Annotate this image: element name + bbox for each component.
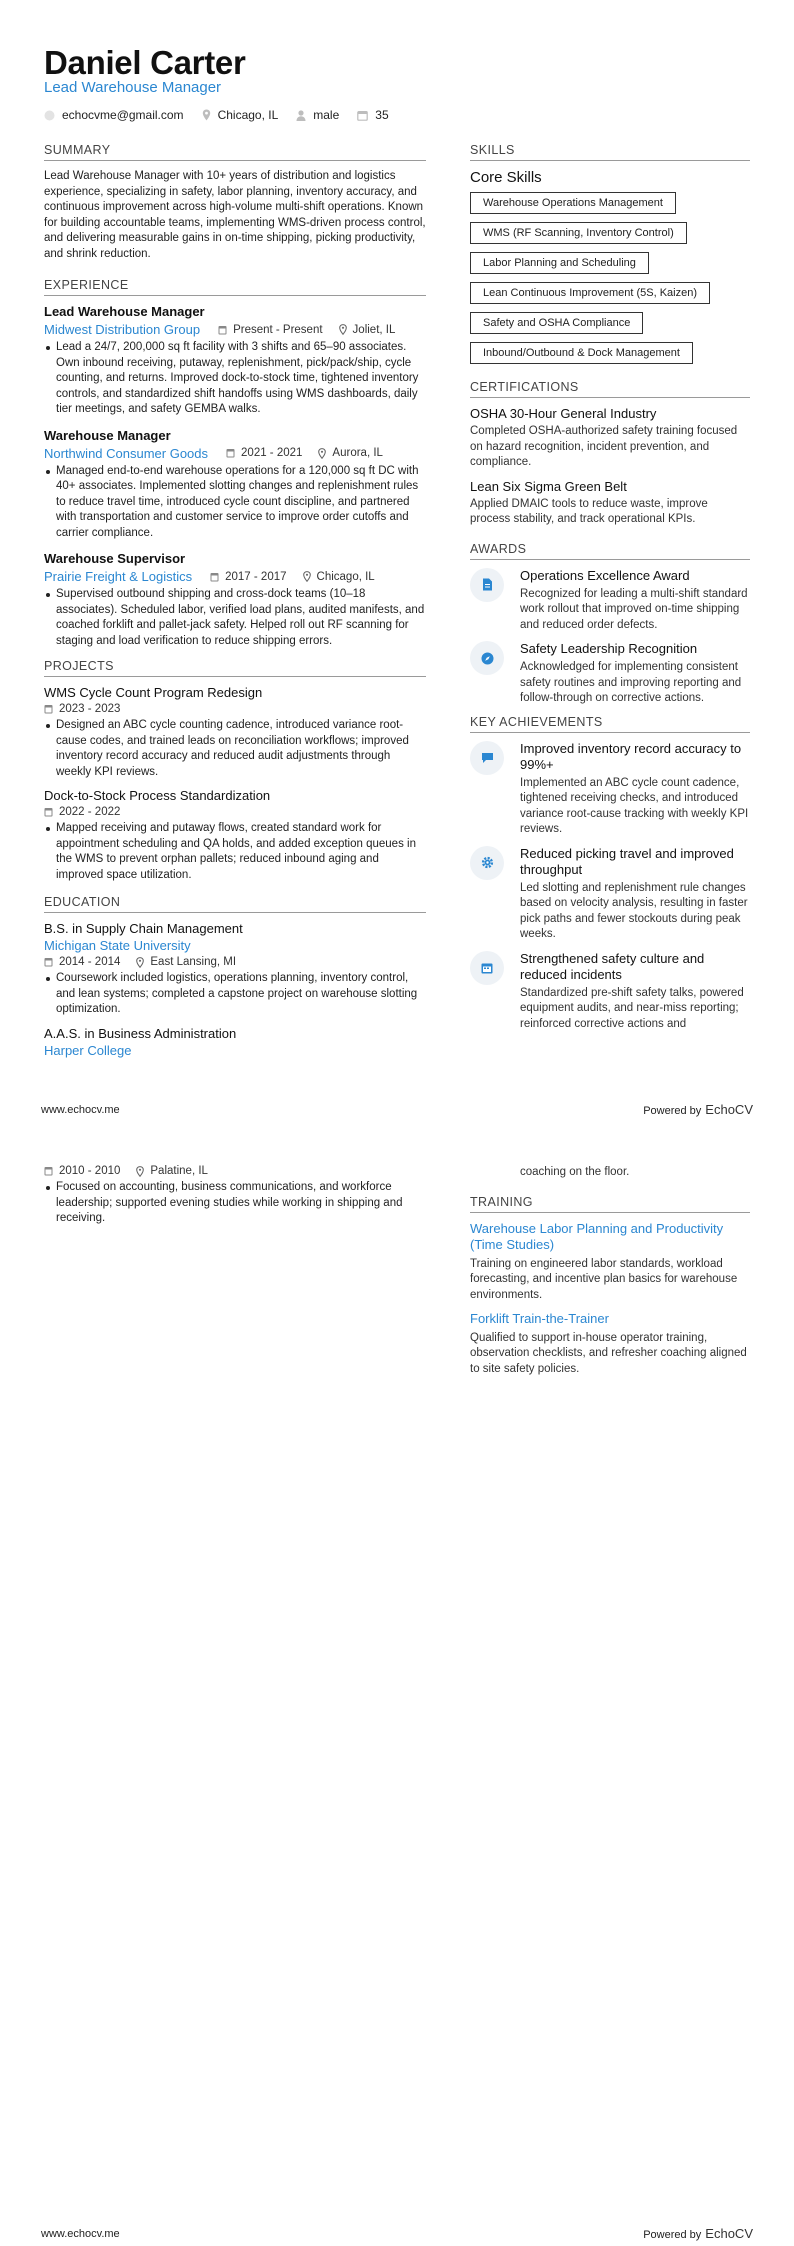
resume-page-2 [0,1123,794,2246]
achievement-text-continued: coaching on the floor. [520,1166,630,1178]
achievement-item [470,741,750,838]
achievement-icon-circle [470,846,504,880]
education-dates-text: 2014 - 2014 [59,956,121,968]
award-text: Acknowledged for implementing consistent safety routines and improving reporting and follow-through on corrective actions. [520,661,742,704]
education-item [44,921,426,1018]
experience-heading: EXPERIENCE [44,278,426,296]
document-icon [482,578,493,591]
training-item [470,1221,750,1304]
award-title: Operations Excellence Award [520,567,690,583]
achievement-title: Strengthened safety culture and reduced incidents [520,950,705,982]
job-meta-line [44,446,426,461]
company-name: Northwind Consumer Goods [44,445,209,461]
location-pin-icon [136,1166,144,1177]
location-pin-icon [339,324,347,335]
education-dates [44,956,120,968]
award-body [520,641,750,707]
certification-title: Lean Six Sigma Green Belt [470,478,627,494]
education-bullet: Focused on accounting, business communications, and workforce leadership; supported evening studies while working in shipping and receiving. [56,1180,426,1227]
job-title: Lead Warehouse Manager [44,304,205,319]
project-bullets [44,718,426,780]
project-title: Dock-to-Stock Process Standardization [44,788,271,803]
award-text: Recognized for leading a multi-shift standard work rollout that improved on-time shipping and reduced order defects. [520,587,748,631]
calendar-icon [44,807,53,817]
contact-email[interactable] [44,108,184,122]
award-item [470,568,750,634]
candidate-name: Daniel Carter [44,44,246,81]
job-title: Warehouse Supervisor [44,551,186,566]
job-meta-line [44,322,426,337]
achievement-text: Standardized pre-shift safety talks, powered equipment audits, and near-miss reporting; reinforced corrective actions and [520,986,744,1030]
project-dates-text: 2023 - 2023 [59,703,121,715]
calendar-icon [218,325,227,335]
skills-section [470,143,750,372]
achievement-title: Reduced picking travel and improved throughput [520,845,734,877]
job-location-text: Joliet, IL [352,323,396,336]
achievement-body [520,741,750,838]
education-location [136,1165,208,1177]
skill-chip-list [470,192,750,372]
skill-chip: Warehouse Operations Management [470,192,676,214]
certifications-heading: CERTIFICATIONS [470,380,750,398]
footer-powered-by [643,1102,753,1117]
location-pin-icon [202,109,211,121]
project-dates-text: 2022 - 2022 [59,806,121,818]
education-bullet: Coursework included logistics, operations planning, inventory control, and lean systems; completed a capstone project on warehouse slotting optimization. [56,971,426,1018]
achievement-body [520,951,750,1033]
degree-title: A.A.S. in Business Administration [44,1025,237,1041]
project-title: WMS Cycle Count Program Redesign [44,685,263,700]
person-icon [296,110,306,121]
summary-text: Lead Warehouse Manager with 10+ years of distribution and logistics experience, specializing in safety, labor planning, inventory accuracy, and continuous improvement across high-volume multi-shift operations. Known for building accountable teams, implementing WMS-driven process control, and delivering measurable gains in on-time shipping, picking productivity, and shrink reduction. [44,170,426,260]
achievement-title: Improved inventory record accuracy to 99%+ [520,740,742,772]
calendar-icon [226,448,235,458]
powered-by-text: Powered by [643,2229,702,2241]
compass-icon [481,652,494,665]
skill-chip: Lean Continuous Improvement (5S, Kaizen) [470,282,710,304]
job-bullet: Managed end-to-end warehouse operations for a 120,000 sq ft DC with 40+ associates. Implemented slotting changes and replenishment rules to reduce travel time, introduced cycle count discipline, and partnered with transportation and customer service to improve order cutoffs and carrier compliance. [56,464,426,542]
contact-location [202,108,279,122]
email-icon [44,110,55,121]
calendar-icon [44,1166,53,1176]
footer-url[interactable]: www.echocv.me [41,1104,120,1116]
training-text: Training on engineered labor standards, workload forecasting, and incentive plan basics for warehouse environments. [470,1257,738,1301]
project-meta-line [44,806,426,818]
skill-chip: Labor Planning and Scheduling [470,252,649,274]
chat-bubble-icon [481,752,494,764]
achievements-heading: KEY ACHIEVEMENTS [470,715,750,733]
project-bullets [44,821,426,883]
job-dates-text: Present - Present [233,323,323,336]
left-column-continued [44,1165,426,1227]
training-text: Qualified to support in-house operator training, observation checklists, and refresher coaching aligned to site safety policies. [470,1331,747,1375]
certification-title: OSHA 30-Hour General Industry [470,406,657,421]
company-name: Midwest Distribution Group [44,322,201,337]
location-text: Chicago, IL [217,108,279,122]
job-location-text: Aurora, IL [332,447,383,459]
achievement-text: Implemented an ABC cycle count cadence, tightened receiving checks, and introduced variance root-cause tracking with weekly KPI reviews. [520,776,749,835]
job-dates-text: 2017 - 2017 [225,570,287,583]
award-icon-circle [470,568,504,602]
summary-section [44,143,426,262]
education-dates [44,1165,120,1177]
project-bullet: Mapped receiving and putaway flows, created standard work for appointment scheduling and QA holds, and added exception queues in the WMS to prevent orphan pallets; reduced inbound aging and improved space utilization. [56,821,426,883]
education-heading: EDUCATION [44,895,426,913]
location-pin-icon [318,448,326,459]
brand-name[interactable]: EchoCV [705,1102,753,1117]
achievement-icon-circle [470,951,504,985]
contact-gender [296,108,339,122]
certification-item [470,479,750,528]
job-bullet: Supervised outbound shipping and cross-dock teams (10–18 associates). Scheduled labor, verified load plans, audited manifests, and coached forklift and pallet-jack safety. Helped roll out RF scanning for staging and load verification to reduce shipping errors. [56,587,426,649]
right-column [470,143,750,1040]
job-dates-text: 2021 - 2021 [241,447,303,459]
training-item [470,1311,750,1377]
summary-heading: SUMMARY [44,143,426,161]
achievement-body [520,846,750,943]
education-bullets [44,971,426,1018]
location-pin-icon [136,957,144,968]
experience-item [44,428,426,542]
certification-item [470,406,750,471]
degree-title: B.S. in Supply Chain Management [44,921,243,936]
job-bullets [44,340,426,418]
job-location [339,324,396,336]
job-dates [226,447,302,459]
projects-section [44,659,426,883]
contact-age [357,108,388,122]
achievements-section [470,715,750,1033]
calendar-icon [357,110,368,121]
job-dates [218,324,322,336]
education-location [136,956,236,968]
project-item [44,788,426,883]
skills-heading: SKILLS [470,143,750,161]
education-bullets [44,1180,426,1227]
education-meta-line [44,956,426,968]
achievement-item [470,951,750,1033]
brand-name[interactable]: EchoCV [705,2226,753,2241]
experience-section [44,278,426,649]
age-text: 35 [375,108,389,122]
award-item [470,641,750,707]
certification-text: Applied DMAIC tools to reduce waste, improve process stability, and track operational KPIs. [470,497,708,525]
training-title: Warehouse Labor Planning and Productivity (Time Studies) [470,1220,724,1252]
experience-item [44,304,426,418]
location-pin-icon [303,571,311,582]
achievement-text: Led slotting and replenishment rule changes based on velocity analysis, resulting in faster pick paths and fewer stockouts during peak weeks. [520,881,748,940]
training-heading: TRAINING [470,1195,750,1213]
awards-heading: AWARDS [470,542,750,560]
calendar-icon [210,572,219,582]
education-meta-line [44,1165,426,1177]
education-location-text: East Lansing, MI [150,956,237,968]
job-bullets [44,464,426,542]
skill-chip: Safety and OSHA Compliance [470,312,643,334]
job-location [303,571,375,583]
skill-chip: WMS (RF Scanning, Inventory Control) [470,222,687,244]
calendar-icon [481,962,493,974]
job-title: Warehouse Manager [44,427,171,443]
school-name: Harper College [44,1042,132,1058]
core-skills-heading: Core Skills [470,169,542,186]
job-bullets [44,587,426,649]
project-item [44,685,426,780]
calendar-icon [44,957,53,967]
education-section [44,895,426,1058]
education-location-text: Palatine, IL [150,1165,208,1177]
contact-bar [44,108,407,122]
project-dates [44,703,120,715]
project-bullet: Designed an ABC cycle counting cadence, introduced variance root-cause codes, and trained leads on reconciliation workflows; improved inventory record accuracy and reduced audit adjustments through weekly KPI reviews. [56,718,426,780]
projects-heading: PROJECTS [44,659,426,677]
email-text: echocvme@gmail.com [62,108,184,122]
gear-icon [481,856,494,869]
education-dates-text: 2010 - 2010 [59,1165,121,1177]
job-location [318,447,383,459]
training-section [470,1195,750,1378]
skill-chip: Inbound/Outbound & Dock Management [470,342,693,364]
footer-powered-by [643,2226,753,2241]
job-dates [210,571,286,583]
award-icon-circle [470,641,504,675]
achievement-item [470,846,750,943]
left-column [44,143,426,1058]
award-title: Safety Leadership Recognition [520,641,698,656]
job-bullet: Lead a 24/7, 200,000 sq ft facility with 3 shifts and 65–90 associates. Own inbound receiving, putaway, replenishment, pick/pack/ship, cycle counting, and returns. Improved dock-to-stock time, tightened inventory controls, and standardized shift handoffs using WMS dashboards, daily tier meetings, and safety GEMBA walks. [56,340,426,418]
gender-text: male [313,108,340,122]
job-location-text: Chicago, IL [316,570,375,583]
education-item [44,1026,426,1058]
calendar-icon [44,704,53,714]
resume-page-1 [0,0,794,1122]
achievement-icon-circle [470,741,504,775]
certification-text: Completed OSHA-authorized safety training focused on hazard recognition, incident prevention, and compliance. [470,425,738,468]
right-column-continued [470,1165,750,1377]
footer-url[interactable]: www.echocv.me [41,2228,120,2240]
project-meta-line [44,703,426,715]
school-name: Michigan State University [44,938,191,953]
candidate-role: Lead Warehouse Manager [44,79,222,96]
powered-by-text: Powered by [643,1105,702,1117]
project-dates [44,806,120,818]
experience-item [44,551,426,649]
job-meta-line [44,569,426,584]
certifications-section [470,380,750,528]
award-body [520,568,750,634]
awards-section [470,542,750,707]
training-title: Forklift Train-the-Trainer [470,1311,609,1326]
company-name: Prairie Freight & Logistics [44,569,193,584]
